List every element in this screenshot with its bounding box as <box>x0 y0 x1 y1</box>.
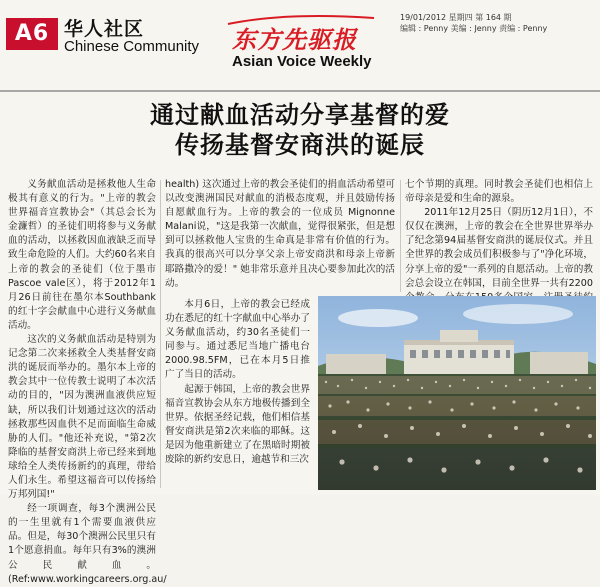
paragraph: 义务献血活动是拯救他人生命极其有意义的行为。"上帝的教会世界福音宣教协会"（其总会长为金濂哲）的圣徒们明将参与义务献血的活动，以拯救因血液缺乏而导致生命危险的人们。大约60名来自上帝的教会的圣徒们（位于墨市Pascoe vale区），将于2012年1月26日前往在墨尔本Southbank 的红十字会献血中心进行义务献血活动。 <box>8 179 156 331</box>
staff-line: 编辑 : Penny 美编 : Jenny 责编 : Penny <box>400 24 548 33</box>
section-title-cn: 华人社区 <box>64 18 145 40</box>
headline-line-1: 通过献血活动分享基督的爱 <box>150 101 450 129</box>
article-headline <box>0 100 600 160</box>
paragraph: 七个节期的真理。同时教会圣徒们也相信上帝母亲是爱和生命的源泉。 <box>405 179 593 205</box>
issue-meta <box>400 12 590 34</box>
header-divider <box>0 90 600 92</box>
column-divider <box>400 180 401 292</box>
masthead-title-cn: 东方先驱报 <box>232 26 357 54</box>
article-column-3 <box>405 178 593 296</box>
article-column-2-top <box>165 178 395 296</box>
page-code-badge: A6 <box>6 18 58 50</box>
article-column-1 <box>8 178 167 585</box>
congregation-photo <box>318 296 596 490</box>
crowd-photo-icon <box>318 296 596 490</box>
column-divider <box>160 180 161 488</box>
headline-line-2: 传扬基督安商洪的诞辰 <box>175 131 425 159</box>
paragraph: 这次的义务献血活动是特别为记念第二次来拯救全人类基督安商洪的诞辰而举办的。墨尔本上帝的教会其中一位传教士说明了本次活动的目的，"因为澳洲血液供应短缺，所以我们计划通过这次的活动拯救那些因血供不足而面临生命威胁的人们。"他还补充说，"第2次降临的基督安商洪上帝已经来到地球给全人类传扬新约的真理，带给人们永生。希望这福音可以传扬给万邦列国!" <box>8 334 156 501</box>
page-header <box>0 0 600 92</box>
paragraph: health) 这次通过上帝的教会圣徒们的捐血活动希望可以改变澳洲国民对献血的消极态度观，并且鼓励传扬自愿献血行为。上帝的教会的一位成员 Mignonne Malani说，"这是我第一次献血，觉得很紧张，但是想到可以拯救他人宝贵的生命真是非常有价值的行为。我真的很高兴可以分享父亲上帝安商洪和母亲上帝新耶路撒冷的爱！" 她非常乐意并且决心要参加此次的活动。 <box>165 179 395 289</box>
article-column-2-bottom <box>165 298 310 498</box>
section-title-en: Chinese Community <box>64 38 200 55</box>
masthead-logo <box>232 20 392 78</box>
paragraph: 经一项调查，每3个澳洲公民的一生里就有1个需要血液供应品。但是，每30个澳洲公民里只有1个愿意捐血。每年只有3%的澳洲公民献血。(Ref:www.workingcareers.org.au/ <box>8 503 167 585</box>
paragraph: 本月6日，上帝的教会已经成功在悉尼的红十字献血中心举办了义务献血活动，约30名圣徒们一同参与。通过悉尼当地广播电台2000.98.5FM，已在本月5日推广了当日的活动。 <box>165 299 310 381</box>
paragraph: 2011年12月25日（阴历12月1日），不仅仅在澳洲，上帝的教会在全世界世界举办了纪念第94届基督安商洪的诞辰仪式。并且全世界的教会成员们积极参与了"净化环境，分享上帝的爱"一系列的自愿活动。上帝的教会总会设立在韩国，目前全世界一共有2200 <box>405 207 593 289</box>
paragraph: 起源于韩国，上帝的教会世界福音宣教协会从东方地极传播到全世界。依据圣经记载，他们相信基督安商洪是第2次来临的耶稣。这是因为他重新建立了在黑暗时期被废除的新约安息日，逾越节和三次 <box>165 383 310 466</box>
masthead-title-en: Asian Voice Weekly <box>232 53 372 70</box>
issue-date-line: 19/01/2012 星期四 第 164 期 <box>400 13 512 22</box>
